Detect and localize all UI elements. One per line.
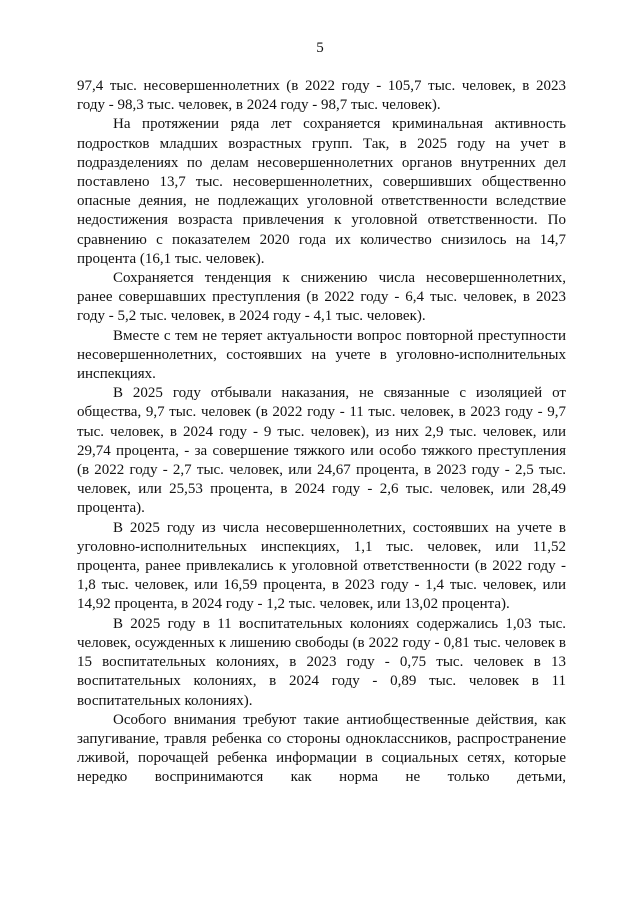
paragraph: Вместе с тем не теряет актуальности вопрос повторной преступности несовершеннолетних, состоявших на учете в уголовно-исполнительных инспекциях. bbox=[77, 327, 566, 383]
paragraph: Особого внимания требуют такие антиобщественные действия, как запугивание, травля ребенка со стороны одноклассников, распространение лживой, порочащей ребенка информации в социальных сетях, которые нередко воспринимаются как норма не только детьми, bbox=[77, 711, 566, 786]
paragraph: 97,4 тыс. несовершеннолетних (в 2022 году - 105,7 тыс. человек, в 2023 году - 98,3 тыс. человек, в 2024 году - 98,7 тыс. человек). bbox=[77, 78, 566, 114]
page-number: 5 bbox=[316, 40, 324, 56]
paragraph: Сохраняется тенденция к снижению числа несовершеннолетних, ранее совершавших преступления (в 2022 году - 6,4 тыс. человек, в 2023 году - 5,2 тыс. человек, в 2024 году - 4,1 тыс. человек). bbox=[77, 270, 566, 325]
paragraph: В 2025 году из числа несовершеннолетних, состоявших на учете в уголовно-исполнительных инспекциях, 1,1 тыс. человек, или 11,52 процента, ранее привлекались к уголовной ответственности (в 2022 году - 1,8 тыс. человек, или 16,59 процента, в 2023 году - 1,4 тыс. человек, или 14,92 процента, в 2024 году - 1,2 тыс. человек, или 13,02 процента). bbox=[77, 519, 566, 613]
paragraph: На протяжении ряда лет сохраняется криминальная активность подростков младших возрастных групп. Так, в 2025 году на учет в подразделениях по делам несовершеннолетних органов внутренних дел поставлено 13,7 тыс. несовершеннолетних, совершивших общественно опасные деяния, не подлежащих уголовной ответственности вследствие недостижения возраста привлечения к уголовной ответственности. По сравнению с показателем 2020 года их количество снизилось на 14,7 процента (16,1 тыс. человек). bbox=[77, 116, 566, 267]
document-body bbox=[77, 77, 566, 788]
paragraph: В 2025 году в 11 воспитательных колониях содержались 1,03 тыс. человек, осужденных к лишению свободы (в 2022 году - 0,81 тыс. человек в 15 воспитательных колониях, в 2023 году - 0,75 тыс. человек в 13 воспитательных колониях, в 2024 году - 0,89 тыс. человек в 11 воспитательных колониях). bbox=[77, 615, 566, 709]
paragraph: В 2025 году отбывали наказания, не связанные с изоляцией от общества, 9,7 тыс. человек (в 2022 году - 11 тыс. человек, в 2023 году - 9,7 тыс. человек, в 2024 году - 9 тыс. человек), из них 2,9 тыс. человек, или 29,74 процента, - за совершение тяжкого или особо тяжкого преступления (в 2022 году - 2,7 тыс. человек, или 24,67 процента, в 2023 году - 2,5 тыс. человек, или 25,53 процента, в 2024 году - 2,6 тыс. человек, или 28,49 процента). bbox=[77, 385, 566, 517]
